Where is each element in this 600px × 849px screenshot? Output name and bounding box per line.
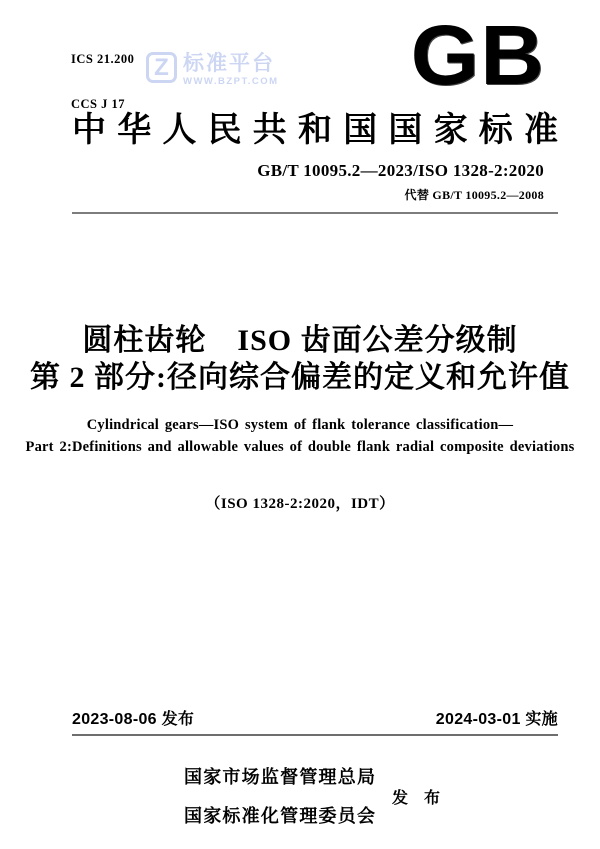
ccs-code: CCS J 17 [71, 97, 126, 111]
publisher-block [72, 748, 558, 846]
standard-number: GB/T 10095.2—2023/ISO 1328-2:2020 [257, 161, 544, 180]
watermark-site-url: WWW.BZPT.COM [183, 76, 279, 87]
watermark [146, 52, 279, 87]
title-english-line1: Cylindrical gears—ISO system of flank tolerance classification— [86, 417, 514, 433]
footer-divider [72, 734, 558, 736]
standard-number-block [257, 161, 544, 203]
title-chinese-line1: 圆柱齿轮 ISO 齿面公差分级制 [82, 324, 518, 357]
dates-row [72, 706, 558, 729]
ics-code: ICS 21.200 [71, 52, 135, 66]
publisher-line2: 国家标准化管理委员会 [183, 805, 376, 826]
watermark-logo-icon: Z [146, 52, 177, 83]
title-chinese-line2: 第 2 部分:径向综合偏差的定义和允许值 [30, 361, 570, 394]
publisher-line1: 国家市场监督管理总局 [183, 766, 376, 787]
title-english-line2: Part 2:Definitions and allowable values of double flank radial composite deviations [25, 439, 575, 455]
idt-note: （ISO 1328-2:2020，IDT） [205, 496, 395, 512]
replaces-note: 代替 GB/T 10095.2—2008 [404, 188, 544, 202]
header-divider [72, 212, 558, 214]
gb-logo: GB [410, 8, 545, 102]
title-chinese [30, 322, 570, 396]
watermark-text [183, 52, 279, 87]
publish-label: 发 布 [391, 790, 446, 808]
watermark-site-name: 标准平台 [183, 52, 275, 75]
title-english [25, 414, 575, 458]
issue-date: 2023-08-06 发布 [72, 711, 195, 728]
national-standard-heading: 中华人民共和国国家标准 [72, 112, 558, 149]
publisher-names [184, 748, 376, 846]
implement-date: 2024-03-01 实施 [435, 711, 558, 728]
